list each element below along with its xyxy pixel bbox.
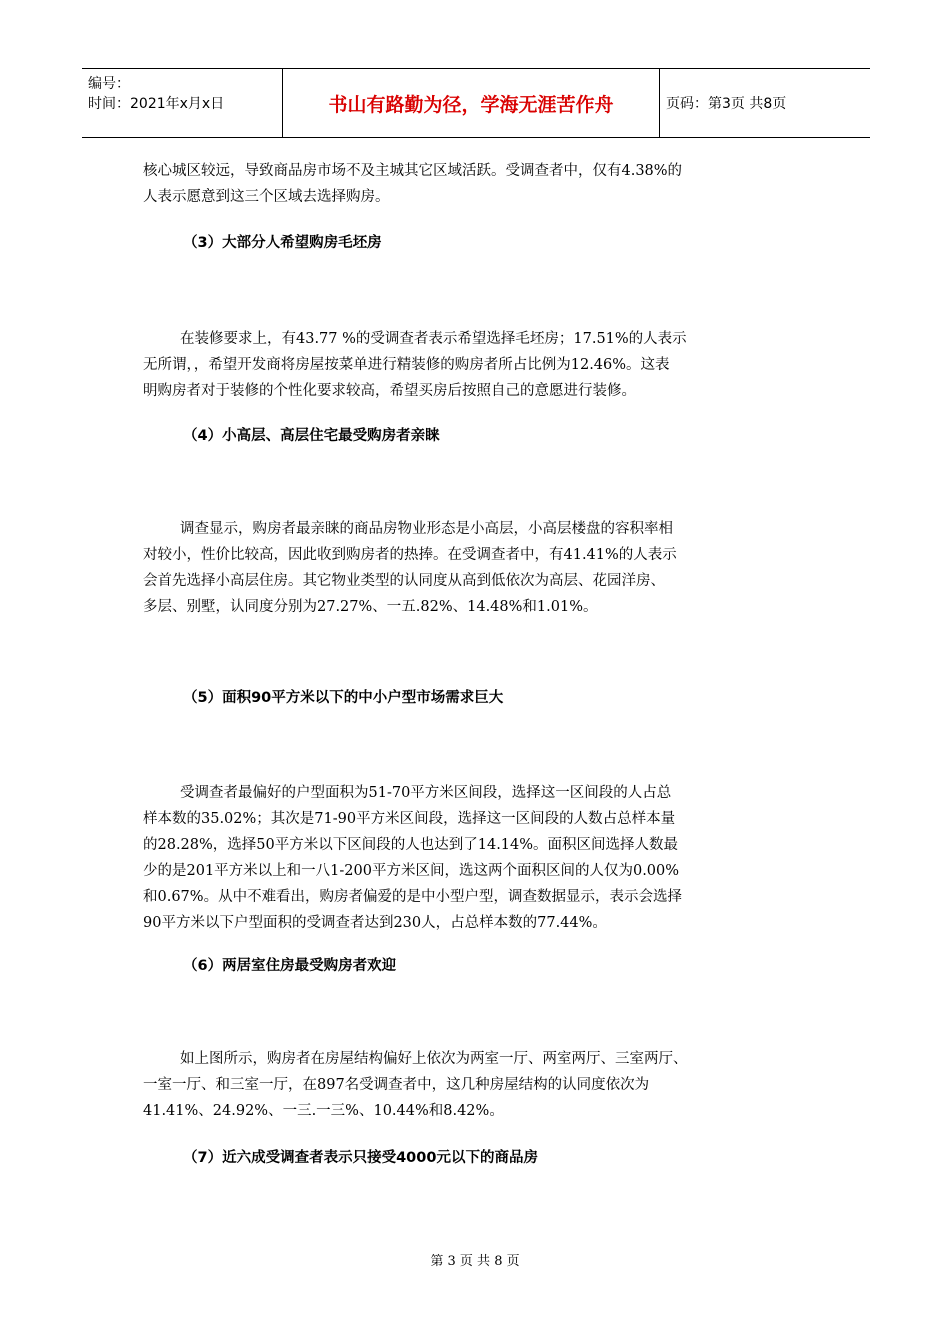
text-line: 在装修要求上，有43.77 %的受调查者表示希望选择毛坯房；17.51%的人表示: [180, 331, 687, 347]
paragraph-5: [143, 1046, 813, 1124]
paragraph-2: [143, 326, 813, 404]
text-line: 会首先选择小高层住房。其它物业类型的认同度从高到低依次为高层、花园洋房、: [143, 573, 665, 589]
section-heading-7: （7）近六成受调查者表示只接受4000元以下的商品房: [183, 1150, 538, 1166]
text-line: 无所谓，，希望开发商将房屋按菜单进行精装修的购房者所占比例为12.46%。这表: [143, 357, 670, 373]
page-header: [82, 68, 870, 138]
header-motto: 书山有路勤为径，学海无涯苦作舟: [283, 69, 660, 137]
text-line: 明购房者对于装修的个性化要求较高，希望买房后按照自己的意愿进行装修。: [143, 383, 636, 399]
section-heading-3: （3）大部分人希望购房毛坯房: [183, 235, 382, 251]
text-line: 的28.28%，选择50平方米以下区间段的人也达到了14.14%。面积区间选择人数最: [143, 837, 679, 853]
text-line: 少的是201平方米以上和一八1-200平方米区间，选这两个面积区间的人仅为0.00%: [143, 863, 680, 879]
header-meta-cell: [82, 69, 283, 137]
paragraph-1: [143, 158, 813, 210]
section-heading-5: （5）面积90平方米以下的中小户型市场需求巨大: [183, 690, 504, 706]
paragraph-4: [143, 780, 813, 936]
text-line: 如上图所示，购房者在房屋结构偏好上依次为两室一厅、两室两厅、三室两厅、: [180, 1051, 688, 1067]
text-line: 调查显示，购房者最亲睐的商品房物业形态是小高层，小高层楼盘的容积率相: [180, 521, 673, 537]
text-line: 核心城区较远，导致商品房市场不及主城其它区域活跃。受调查者中，仅有4.38%的: [143, 163, 683, 179]
section-heading-6: （6）两居室住房最受购房者欢迎: [183, 958, 397, 974]
page-footer: 第 3 页 共 8 页: [430, 1254, 520, 1269]
text-line: 90平方米以下户型面积的受调查者达到230人，占总样本数的77.44%。: [143, 915, 607, 931]
text-line: 受调查者最偏好的户型面积为51-70平方米区间段，选择这一区间段的人占总: [180, 785, 672, 801]
text-line: 41.41%、24.92%、一三.一三%、10.44%和8.42%。: [143, 1103, 504, 1119]
text-line: 一室一厅、和三室一厅，在897名受调查者中，这几种房屋结构的认同度依次为: [143, 1077, 650, 1093]
text-line: 人表示愿意到这三个区域去选择购房。: [143, 189, 390, 205]
text-line: 对较小，性价比较高，因此收到购房者的热捧。在受调查者中，有41.41%的人表示: [143, 547, 677, 563]
text-line: 多层、别墅，认同度分别为27.27%、一五.82%、14.48%和1.01%。: [143, 599, 598, 615]
section-heading-4: （4）小高层、高层住宅最受购房者亲睐: [183, 428, 440, 444]
text-line: 和0.67%。从中不难看出，购房者偏爱的是中小型户型，调查数据显示，表示会选择: [143, 889, 683, 905]
header-page-label: 页码：第3页 共8页: [666, 96, 787, 112]
paragraph-3: [143, 516, 813, 620]
doc-number-label: 编号：: [88, 76, 130, 92]
doc-date-label: 时间：2021年x月x日: [88, 96, 225, 112]
text-line: 样本数的35.02%；其次是71-90平方米区间段，选择这一区间段的人数占总样本量: [143, 811, 676, 827]
